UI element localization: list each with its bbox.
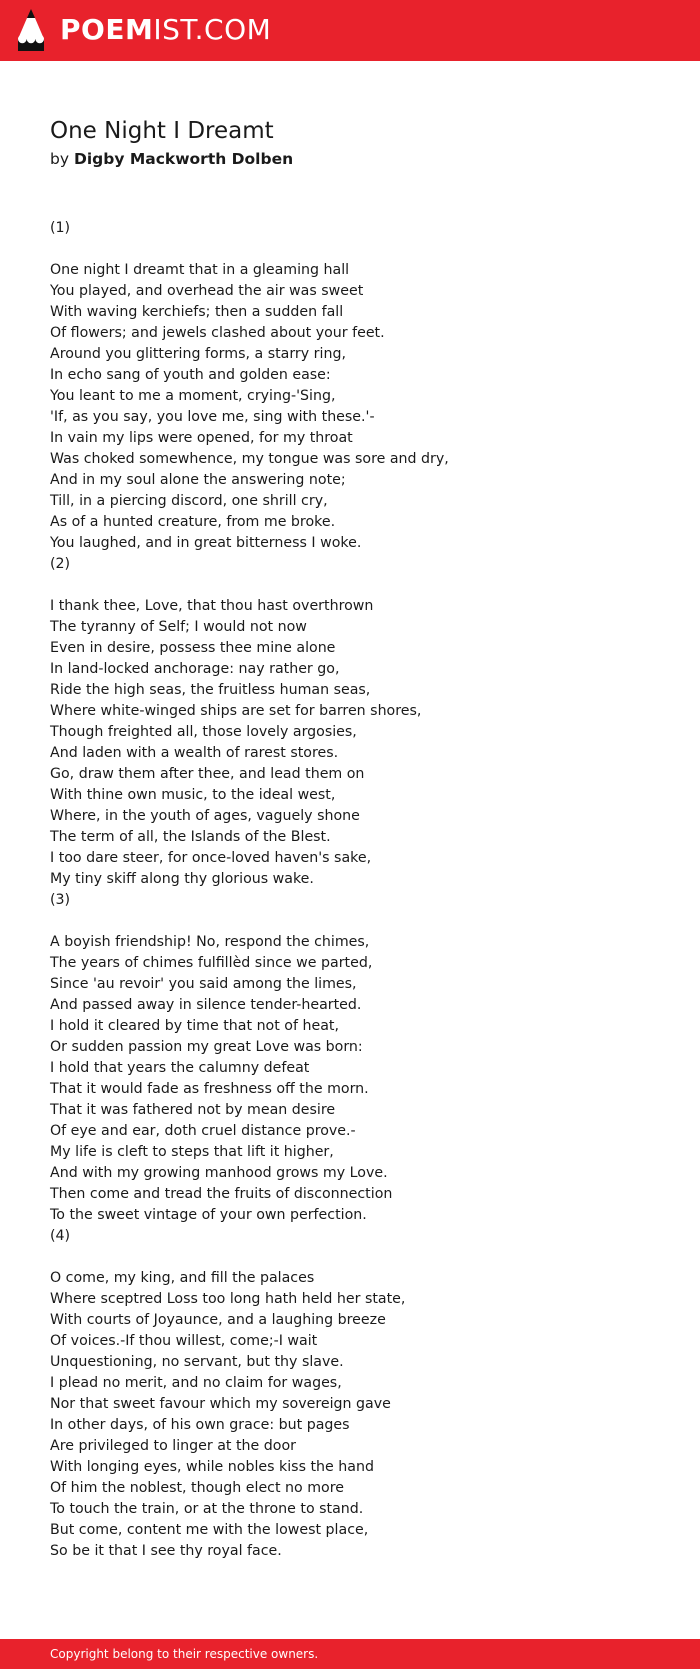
poem-line: Of him the noblest, though elect no more [50, 1480, 344, 1496]
poem-line: I hold that years the calumny defeat [50, 1060, 310, 1076]
poem-line: O come, my king, and fill the palaces [50, 1270, 315, 1286]
poem-line: Unquestioning, no servant, but thy slave. [50, 1354, 344, 1370]
site-logo[interactable] [18, 9, 271, 51]
poem-line: That it was fathered not by mean desire [50, 1102, 336, 1118]
poem-body [50, 218, 449, 1562]
poem-byline [50, 148, 293, 170]
poem-line: And in my soul alone the answering note; [50, 472, 346, 488]
stanza-number: (3) [50, 892, 71, 908]
poem-line: So be it that I see thy royal face. [50, 1543, 282, 1559]
poem-line: In other days, of his own grace: but pages [50, 1417, 350, 1433]
poem-line: Then come and tread the fruits of disconnection [50, 1186, 393, 1202]
poem-line: In echo sang of youth and golden ease: [50, 367, 331, 383]
stanza-number: (4) [50, 1228, 71, 1244]
poem-line: One night I dreamt that in a gleaming hall [50, 262, 350, 278]
poem-line: Till, in a piercing discord, one shrill cry, [50, 493, 328, 509]
poem-line: With thine own music, to the ideal west, [50, 787, 336, 803]
poem-line: I too dare steer, for once-loved haven's sake, [50, 850, 372, 866]
poem-line: In land-locked anchorage: nay rather go, [50, 661, 340, 677]
poem-line: Though freighted all, those lovely argosies, [50, 724, 357, 740]
stanza-spacer [50, 911, 449, 932]
poem-line: With courts of Joyaunce, and a laughing breeze [50, 1312, 386, 1328]
poem-line: As of a hunted creature, from me broke. [50, 514, 336, 530]
poem-line: Where, in the youth of ages, vaguely shone [50, 808, 360, 824]
poem-line: 'If, as you say, you love me, sing with these.'- [50, 409, 375, 425]
poem-title: One Night I Dreamt [50, 118, 274, 144]
stanza-spacer [50, 575, 449, 596]
stanza-number: (2) [50, 556, 71, 572]
poem-line: And with my growing manhood grows my Love. [50, 1165, 388, 1181]
site-footer [0, 1639, 700, 1669]
poem-line: Nor that sweet favour which my sovereign gave [50, 1396, 391, 1412]
poem-line: Where white-winged ships are set for barren shores, [50, 703, 422, 719]
poem-line: Even in desire, possess thee mine alone [50, 640, 336, 656]
stanza-number: (1) [50, 220, 71, 236]
poem-line: Go, draw them after thee, and lead them on [50, 766, 365, 782]
poem-line: To touch the train, or at the throne to stand. [50, 1501, 364, 1517]
stanza-spacer [50, 1247, 449, 1268]
poem-line: Of eye and ear, doth cruel distance prove.- [50, 1123, 356, 1139]
poem-line: I thank thee, Love, that thou hast overthrown [50, 598, 374, 614]
poem-line: Was choked somewhence, my tongue was sore and dry, [50, 451, 449, 467]
poem-line: And laden with a wealth of rarest stores. [50, 745, 339, 761]
copyright-text: Copyright belong to their respective owners. [50, 1647, 319, 1661]
stanza-spacer [50, 239, 449, 260]
poem-line: My life is cleft to steps that lift it higher, [50, 1144, 334, 1160]
logo-text [60, 9, 271, 51]
poem-line: Of flowers; and jewels clashed about your feet. [50, 325, 385, 341]
poem-line: Since 'au revoir' you said among the limes, [50, 976, 357, 992]
poem-line: You laughed, and in great bitterness I woke. [50, 535, 362, 551]
logo-text-light: IST.COM [153, 13, 272, 46]
site-header [0, 0, 700, 61]
poem-author[interactable]: Digby Mackworth Dolben [73, 150, 294, 168]
poem-line: In vain my lips were opened, for my throat [50, 430, 353, 446]
poem-line: But come, content me with the lowest place, [50, 1522, 369, 1538]
by-label: by [50, 150, 70, 168]
poem-line: The years of chimes fulfillèd since we parted, [50, 955, 373, 971]
poem-line: My tiny skiff along thy glorious wake. [50, 871, 314, 887]
poem-line: And passed away in silence tender-hearted. [50, 997, 362, 1013]
poem-line: I plead no merit, and no claim for wages, [50, 1375, 342, 1391]
poem-line: With longing eyes, while nobles kiss the hand [50, 1459, 374, 1475]
poem-line: A boyish friendship! No, respond the chimes, [50, 934, 370, 950]
poem-line: With waving kerchiefs; then a sudden fall [50, 304, 344, 320]
poem-line: Around you glittering forms, a starry ring, [50, 346, 346, 362]
poem-line: Where sceptred Loss too long hath held her state, [50, 1291, 406, 1307]
poem-line: To the sweet vintage of your own perfection. [50, 1207, 367, 1223]
poem-line: You played, and overhead the air was sweet [50, 283, 364, 299]
poem-line: I hold it cleared by time that not of heat, [50, 1018, 339, 1034]
poem-line: Are privileged to linger at the door [50, 1438, 296, 1454]
pencil-icon [18, 9, 44, 51]
poem-line: Or sudden passion my great Love was born: [50, 1039, 363, 1055]
poem-line: Ride the high seas, the fruitless human seas, [50, 682, 371, 698]
poem-line: The tyranny of Self; I would not now [50, 619, 307, 635]
logo-text-bold: POEM [60, 13, 154, 46]
poem-line: You leant to me a moment, crying-'Sing, [50, 388, 336, 404]
poem-line: The term of all, the Islands of the Blest. [50, 829, 331, 845]
poem-line: Of voices.-If thou willest, come;-I wait [50, 1333, 318, 1349]
poem-line: That it would fade as freshness off the morn. [50, 1081, 369, 1097]
